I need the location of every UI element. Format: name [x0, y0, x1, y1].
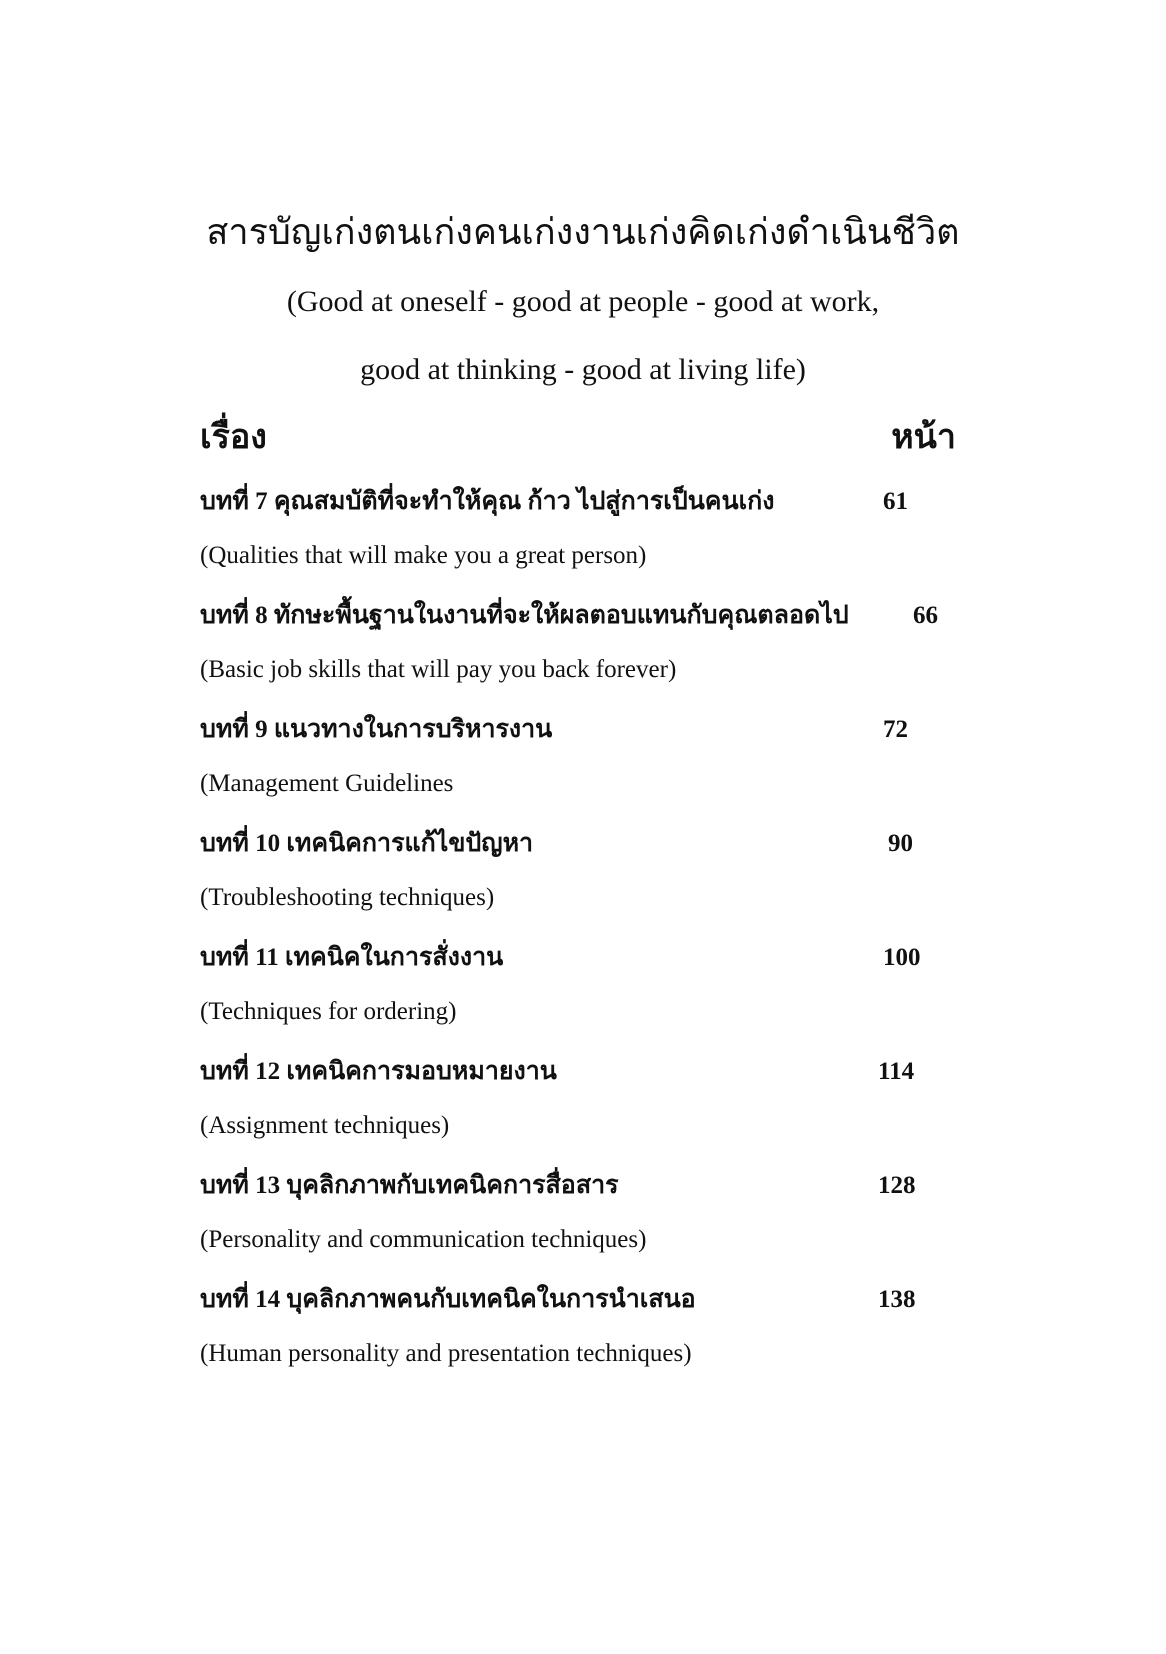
chapter-page-number: 100 — [883, 944, 921, 971]
toc-title-thai: สารบัญเก่งตนเก่งคนเก่งงานเก่งคิดเก่งดำเนินชีวิต — [206, 212, 960, 252]
chapter-subtitle: (Basic job skills that will pay you back forever) — [200, 656, 677, 683]
toc-title-english-line2: good at thinking - good at living life) — [360, 353, 806, 386]
chapter-subtitle: (Management Guidelines — [200, 770, 454, 797]
chapter-subtitle: (Troubleshooting techniques) — [200, 884, 495, 911]
chapter-subtitle: (Human personality and presentation techniques) — [200, 1340, 692, 1367]
chapter-title: บทที่ 7 คุณสมบัติที่จะทำให้คุณ ก้าว ไปสู่การเป็นคนเก่ง — [200, 488, 775, 515]
chapter-page-number: 61 — [883, 488, 908, 515]
chapter-subtitle: (Personality and communication techniques) — [200, 1226, 647, 1253]
toc-entry — [200, 936, 980, 1050]
chapter-page-number: 66 — [913, 602, 938, 629]
chapter-title: บทที่ 12 เทคนิคการมอบหมายงาน — [200, 1058, 557, 1085]
toc-entry — [200, 1164, 980, 1278]
chapter-page-number: 114 — [878, 1058, 915, 1085]
chapter-title: บทที่ 13 บุคลิกภาพกับเทคนิคการสื่อสาร — [200, 1172, 619, 1199]
chapter-title: บทที่ 9 แนวทางในการบริหารงาน — [200, 716, 553, 743]
toc-entry — [200, 1278, 980, 1392]
column-header-subject: เรื่อง — [200, 419, 267, 456]
toc-entry — [200, 822, 980, 936]
chapter-subtitle: (Techniques for ordering) — [200, 998, 457, 1025]
chapter-title: บทที่ 8 ทักษะพื้นฐานในงานที่จะให้ผลตอบแทนกับคุณตลอดไป — [200, 602, 849, 629]
chapter-page-number: 138 — [878, 1286, 916, 1313]
chapter-page-number: 128 — [878, 1172, 916, 1199]
toc-list — [200, 480, 980, 1392]
chapter-page-number: 90 — [888, 830, 913, 857]
toc-entry — [200, 594, 980, 708]
chapter-title: บทที่ 11 เทคนิคในการสั่งงาน — [200, 944, 504, 971]
chapter-title: บทที่ 10 เทคนิคการแก้ไขปัญหา — [200, 830, 534, 857]
toc-entry — [200, 480, 980, 594]
toc-title-english-line1: (Good at oneself - good at people - good at work, — [286, 285, 880, 318]
chapter-subtitle: (Qualities that will make you a great person) — [200, 542, 647, 569]
chapter-title: บทที่ 14 บุคลิกภาพคนกับเทคนิคในการนำเสนอ — [200, 1286, 696, 1313]
chapter-subtitle: (Assignment techniques) — [200, 1112, 450, 1139]
chapter-page-number: 72 — [883, 716, 908, 743]
toc-entry — [200, 708, 980, 822]
toc-entry — [200, 1050, 980, 1164]
column-header-page: หน้า — [891, 419, 956, 456]
